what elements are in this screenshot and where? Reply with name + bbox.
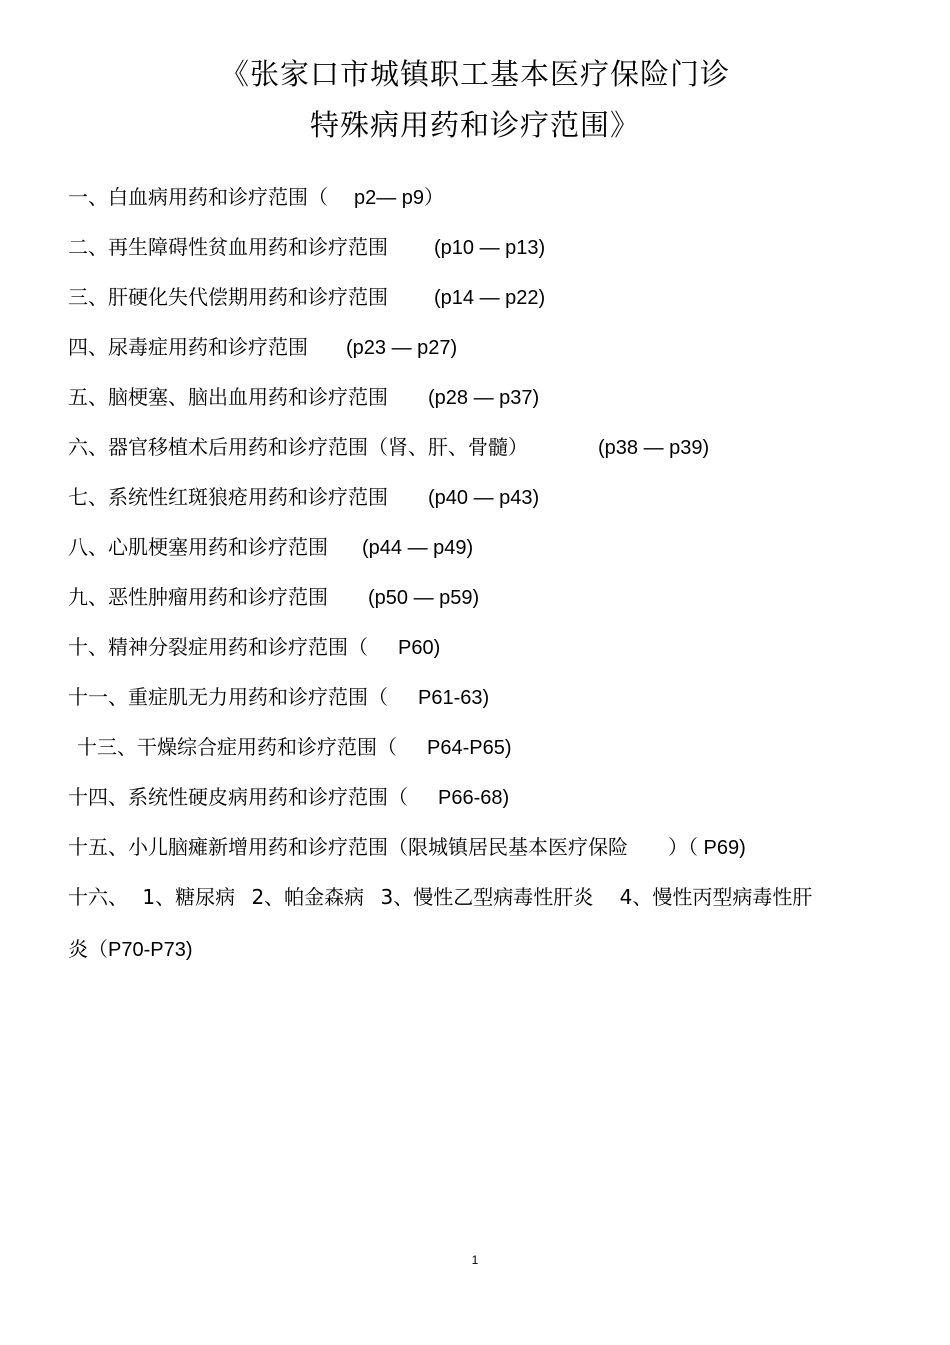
- toc-item-7: [68, 483, 539, 512]
- toc-item-pages: P60): [398, 637, 441, 659]
- toc-item-16-disease-4: 4、慢性丙型病毒性肝: [619, 885, 813, 909]
- toc-item-pages: P61-63): [418, 687, 490, 709]
- toc-item-9: [68, 583, 479, 612]
- toc-item-16-disease-2: 2、帕金森病: [251, 885, 365, 909]
- toc-item-14: [68, 783, 509, 812]
- toc-item-1: [68, 183, 444, 212]
- toc-item-label: 十一、重症肌无力用药和诊疗范围（: [68, 685, 388, 709]
- toc-item-pages: P66-68): [438, 787, 510, 809]
- toc-item-16-disease-3: 3、慢性乙型病毒性肝炎: [380, 885, 594, 909]
- toc-item-pages: P64-P65): [427, 737, 512, 759]
- toc-item-label: 七、系统性红斑狼疮用药和诊疗范围: [68, 485, 388, 509]
- toc-item-label: 十四、系统性硬皮病用药和诊疗范围（: [68, 785, 408, 809]
- toc-item-16-continuation: [68, 935, 868, 964]
- toc-item-pages: (p10 — p13): [434, 237, 546, 259]
- toc-item-15: [68, 833, 746, 862]
- toc-item-13: [77, 733, 512, 762]
- toc-item-label: 二、再生障碍性贫血用药和诊疗范围: [68, 235, 388, 259]
- toc-item-10: [68, 633, 440, 662]
- toc-item-pages: (p38 — p39): [598, 437, 710, 459]
- toc-item-label: 九、恶性肿瘤用药和诊疗范围: [68, 585, 328, 609]
- toc-item-label: 十五、小儿脑瘫新增用药和诊疗范围（限城镇居民基本医疗保险: [68, 835, 628, 859]
- toc-item-16-prefix: 十六、: [68, 885, 128, 909]
- toc-item-pages: (p14 — p22): [434, 287, 546, 309]
- toc-item-pages: (p44 — p49): [362, 537, 474, 559]
- toc-item-6: [68, 433, 709, 462]
- toc-item-5: [68, 383, 539, 412]
- toc-item-label: 十、精神分裂症用药和诊疗范围（: [68, 635, 368, 659]
- document-title-line-1: 《张家口市城镇职工基本医疗保险门诊: [219, 57, 730, 91]
- toc-item-label: 十三、干燥综合症用药和诊疗范围（: [77, 735, 397, 759]
- toc-item-pages: (p28 — p37): [428, 387, 540, 409]
- toc-item-3: [68, 283, 545, 312]
- toc-item-pages: (p40 — p43): [428, 487, 540, 509]
- page-number: 1: [471, 1253, 479, 1267]
- toc-item-16-pages: P70-P73): [108, 939, 193, 961]
- toc-item-8: [68, 533, 473, 562]
- document-title-line-2: 特殊病用药和诊疗范围》: [309, 108, 640, 142]
- toc-item-label: 一、白血病用药和诊疗范围（: [68, 185, 328, 209]
- toc-item-11: [68, 683, 489, 712]
- toc-item-label: 五、脑梗塞、脑出血用药和诊疗范围: [68, 385, 388, 409]
- toc-item-label: 八、心肌梗塞用药和诊疗范围: [68, 535, 328, 559]
- toc-item-label: 六、器官移植术后用药和诊疗范围（肾、肝、骨髓）: [68, 435, 528, 459]
- toc-item-pages: ）（ P69): [668, 837, 746, 859]
- toc-item-pages: (p50 — p59): [368, 587, 480, 609]
- toc-item-label: 三、肝硬化失代偿期用药和诊疗范围: [68, 285, 388, 309]
- toc-item-2: [68, 233, 545, 262]
- toc-item-pages: (p23 — p27): [346, 337, 458, 359]
- toc-item-label: 四、尿毒症用药和诊疗范围: [68, 335, 308, 359]
- toc-item-16-disease-1: 1、糖尿病: [142, 885, 236, 909]
- toc-item-pages: p2— p9）: [354, 187, 445, 209]
- toc-item-16-continuation-text: 炎（: [68, 937, 108, 961]
- toc-item-4: [68, 333, 457, 362]
- toc-item-16: [68, 883, 868, 911]
